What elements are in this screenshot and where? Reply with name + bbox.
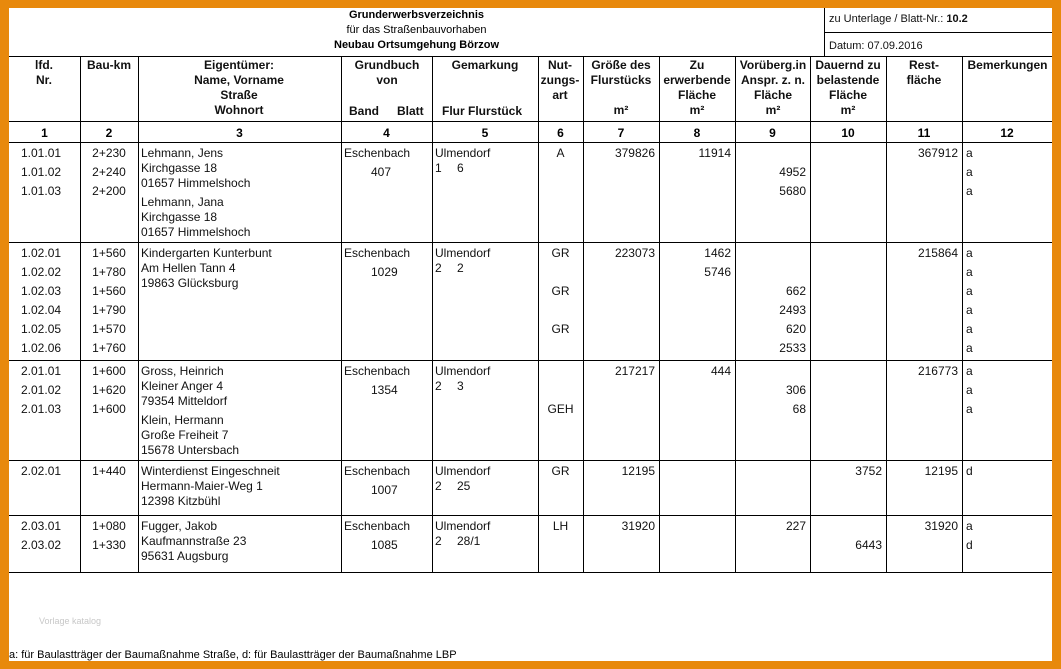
- restflaeche: 367912: [917, 146, 958, 160]
- dauernde-flaeche: 6443: [855, 538, 882, 552]
- bau-km: 1+600: [92, 364, 126, 378]
- nutzungsart: GR: [551, 322, 570, 336]
- group-separator: [9, 515, 1052, 516]
- colhead-restflaeche: Rest- fläche: [906, 58, 942, 87]
- owner-line: Kindergarten Kunterbunt: [141, 246, 272, 260]
- lfd-nr: 1.02.05: [21, 322, 62, 336]
- voruebergehende-flaeche: 227: [785, 519, 806, 533]
- column-divider: [962, 56, 963, 572]
- lfd-nr: 2.03.01: [21, 519, 62, 533]
- flurstueck-number: 2: [457, 261, 464, 275]
- bau-km: 1+570: [92, 322, 126, 336]
- colhead-grundbuch: Grundbuch von: [354, 58, 420, 87]
- owner-line: 15678 Untersbach: [141, 443, 240, 457]
- bau-km: 1+440: [92, 464, 126, 478]
- bau-km: 1+760: [92, 341, 126, 355]
- lfd-nr: 1.02.01: [21, 246, 62, 260]
- flurstueck-groesse: 12195: [621, 464, 655, 478]
- watermark: Vorlage katalog: [39, 616, 102, 626]
- column-number: 2: [105, 126, 113, 140]
- colhead-gemarkung: Gemarkung: [451, 58, 519, 72]
- column-number: 4: [383, 126, 390, 140]
- date-label: Datum: 07.09.2016: [829, 40, 923, 52]
- nutzungsart: GR: [551, 464, 570, 478]
- column-number: 9: [769, 126, 776, 140]
- colhead-flur: Flur Flurstück: [442, 104, 523, 118]
- bemerkung: a: [966, 364, 973, 378]
- gemarkung-name: Ulmendorf: [435, 519, 491, 533]
- bau-km: 1+780: [92, 265, 126, 279]
- grundbuch-name: Eschenbach: [344, 519, 411, 533]
- grundbuch-name: Eschenbach: [344, 364, 411, 378]
- erwerbende-flaeche: 1462: [704, 246, 731, 260]
- grundbuch-name: Eschenbach: [344, 146, 411, 160]
- column-divider: [886, 56, 887, 572]
- colhead-eigentuemer: Eigentümer: Name, Vorname Straße Wohnort: [194, 58, 284, 117]
- lfd-nr: 2.01.02: [21, 383, 62, 397]
- owner-line: Lehmann, Jana: [141, 195, 224, 209]
- table-bottom-line: [9, 572, 1052, 573]
- column-number: 7: [617, 126, 625, 140]
- flurstueck-groesse: 379826: [614, 146, 655, 160]
- colnum-top-line: [9, 121, 1052, 122]
- column-divider: [659, 56, 660, 572]
- sheet-label: zu Unterlage / Blatt-Nr.: 10.2: [829, 13, 968, 25]
- document-title: Grunderwerbsverzeichnis: [348, 9, 485, 21]
- bemerkung: a: [966, 383, 973, 397]
- column-number: 3: [236, 126, 243, 140]
- group-separator: [9, 360, 1052, 361]
- colhead-dauernd: Dauernd zu belastende Fläche m²: [815, 58, 881, 117]
- column-number: 5: [481, 126, 489, 140]
- lfd-nr: 2.03.02: [21, 538, 62, 552]
- restflaeche: 12195: [924, 464, 958, 478]
- voruebergehende-flaeche: 306: [785, 383, 806, 397]
- bemerkung: a: [966, 519, 973, 533]
- column-number: 6: [557, 126, 564, 140]
- bau-km: 1+790: [92, 303, 126, 317]
- voruebergehende-flaeche: 662: [785, 284, 806, 298]
- lfd-nr: 2.01.01: [21, 364, 62, 378]
- owner-line: Lehmann, Jens: [141, 146, 224, 160]
- grundbuch-name: Eschenbach: [344, 464, 411, 478]
- flurstueck-groesse: 217217: [614, 364, 655, 378]
- voruebergehende-flaeche: 5680: [779, 184, 806, 198]
- owner-line: 79354 Mitteldorf: [141, 394, 228, 408]
- bau-km: 1+330: [92, 538, 126, 552]
- flur-number: 2: [435, 379, 442, 393]
- flurstueck-number: 6: [457, 161, 464, 175]
- nutzungsart: GEH: [547, 402, 574, 416]
- bemerkung: a: [966, 322, 973, 336]
- document-subtitle: für das Straßenbauvorhaben: [346, 24, 487, 36]
- flur-number: 2: [435, 479, 442, 493]
- owner-line: 12398 Kitzbühl: [141, 494, 221, 508]
- lfd-nr: 1.01.02: [21, 165, 62, 179]
- bemerkung: a: [966, 246, 973, 260]
- grundbuch-band: 407: [371, 165, 392, 179]
- flur-number: 2: [435, 261, 442, 275]
- grundbuch-band: 1354: [371, 383, 398, 397]
- bau-km: 2+200: [92, 184, 126, 198]
- lfd-nr: 1.02.03: [21, 284, 62, 298]
- grundbuch-band: 1029: [371, 265, 398, 279]
- nutzungsart: GR: [551, 246, 570, 260]
- restflaeche: 215864: [917, 246, 958, 260]
- lfd-nr: 1.02.02: [21, 265, 62, 279]
- voruebergehende-flaeche: 2493: [779, 303, 806, 317]
- nutzungsart: A: [556, 146, 565, 160]
- column-divider: [432, 56, 433, 572]
- owner-line: 19863 Glücksburg: [141, 276, 239, 290]
- dauernde-flaeche: 3752: [855, 464, 882, 478]
- lfd-nr: 1.02.06: [21, 341, 62, 355]
- owner-line: Klein, Hermann: [141, 413, 224, 427]
- erwerbende-flaeche: 444: [710, 364, 731, 378]
- flurstueck-number: 25: [457, 479, 471, 493]
- header-bottom-line: [9, 56, 1052, 57]
- column-divider: [810, 56, 811, 572]
- colhead-erwerbende-flaeche: Zu erwerbende Fläche m²: [663, 58, 731, 117]
- owner-line: Hermann-Maier-Weg 1: [141, 479, 263, 493]
- erwerbende-flaeche: 5746: [704, 265, 731, 279]
- voruebergehende-flaeche: 2533: [779, 341, 806, 355]
- bemerkung: a: [966, 284, 973, 298]
- column-number: 1: [41, 126, 48, 140]
- lfd-nr: 1.01.03: [21, 184, 62, 198]
- owner-line: Große Freiheit 7: [141, 428, 229, 442]
- voruebergehende-flaeche: 68: [792, 402, 806, 416]
- column-divider: [341, 56, 342, 572]
- owner-line: 01657 Himmelshoch: [141, 225, 251, 239]
- owner-line: 95631 Augsburg: [141, 549, 229, 563]
- grundbuch-band: 1007: [371, 483, 398, 497]
- gemarkung-name: Ulmendorf: [435, 464, 491, 478]
- bau-km: 2+230: [92, 146, 126, 160]
- owner-line: Kirchgasse 18: [141, 161, 218, 175]
- column-number: 12: [1000, 126, 1014, 140]
- owner-line: Gross, Heinrich: [141, 364, 224, 378]
- erwerbende-flaeche: 11914: [698, 146, 731, 160]
- bau-km: 1+080: [92, 519, 126, 533]
- flurstueck-number: 28/1: [457, 534, 481, 548]
- colhead-nutzungsart: Nut- zungs- art: [540, 58, 580, 102]
- restflaeche: 31920: [924, 519, 958, 533]
- bemerkung: d: [966, 538, 973, 552]
- header-right-divider: [824, 32, 1052, 33]
- sheet-number: 10.2: [946, 13, 968, 25]
- register-sheet: [9, 8, 1052, 661]
- owner-line: Kleiner Anger 4: [141, 379, 224, 393]
- flurstueck-number: 3: [457, 379, 464, 393]
- column-number: 8: [693, 126, 701, 140]
- voruebergehende-flaeche: 620: [785, 322, 806, 336]
- group-separator: [9, 460, 1052, 461]
- bau-km: 1+560: [92, 246, 126, 260]
- bemerkung: a: [966, 184, 973, 198]
- bemerkung: a: [966, 265, 973, 279]
- bau-km: 2+240: [92, 165, 126, 179]
- column-number: 11: [917, 126, 931, 140]
- colhead-voruebergehend: Vorüberg.in Anspr. z. n. Fläche m²: [739, 58, 807, 117]
- owner-line: Fugger, Jakob: [141, 519, 218, 533]
- bau-km: 1+560: [92, 284, 126, 298]
- flurstueck-groesse: 223073: [614, 246, 655, 260]
- footnote: a: für Baulastträger der Baumaßnahme Straße, d: für Baulastträger der Baumaßnahme LBP: [9, 649, 457, 661]
- owner-line: Winterdienst Eingeschneit: [141, 464, 280, 478]
- group-separator: [9, 242, 1052, 243]
- lfd-nr: 2.02.01: [21, 464, 62, 478]
- column-number: 10: [841, 126, 855, 140]
- flur-number: 2: [435, 534, 442, 548]
- colhead-lfd-nr: lfd. Nr.: [35, 58, 53, 87]
- colhead-band: Band: [349, 104, 379, 118]
- colhead-bau-km: Bau-km: [86, 58, 131, 72]
- bemerkung: a: [966, 165, 973, 179]
- lfd-nr: 2.01.03: [21, 402, 62, 416]
- column-divider: [538, 56, 539, 572]
- bemerkung: d: [966, 464, 973, 478]
- owner-line: Am Hellen Tann 4: [141, 261, 236, 275]
- gemarkung-name: Ulmendorf: [435, 364, 491, 378]
- owner-line: Kaufmannstraße 23: [141, 534, 247, 548]
- column-divider: [583, 56, 584, 572]
- colnum-bottom-line: [9, 142, 1052, 143]
- gemarkung-name: Ulmendorf: [435, 246, 491, 260]
- project-name: Neubau Ortsumgehung Börzow: [334, 39, 499, 51]
- nutzungsart: LH: [552, 519, 569, 533]
- bemerkung: a: [966, 146, 973, 160]
- flurstueck-groesse: 31920: [621, 519, 655, 533]
- bemerkung: a: [966, 303, 973, 317]
- lfd-nr: 1.01.01: [21, 146, 62, 160]
- voruebergehende-flaeche: 4952: [779, 165, 806, 179]
- colhead-bemerkungen: Bemerkungen: [967, 58, 1048, 72]
- bemerkung: a: [966, 341, 973, 355]
- owner-line: 01657 Himmelshoch: [141, 176, 251, 190]
- bau-km: 1+620: [92, 383, 126, 397]
- restflaeche: 216773: [917, 364, 958, 378]
- lfd-nr: 1.02.04: [21, 303, 62, 317]
- nutzungsart: GR: [551, 284, 570, 298]
- grundbuch-name: Eschenbach: [344, 246, 411, 260]
- owner-line: Kirchgasse 18: [141, 210, 218, 224]
- gemarkung-name: Ulmendorf: [435, 146, 491, 160]
- column-divider: [138, 56, 139, 572]
- colhead-blatt: Blatt: [397, 104, 424, 118]
- bau-km: 1+600: [92, 402, 126, 416]
- colhead-groesse: Größe des Flurstücks m²: [590, 58, 652, 117]
- flur-number: 1: [435, 161, 442, 175]
- grundbuch-band: 1085: [371, 538, 398, 552]
- bemerkung: a: [966, 402, 973, 416]
